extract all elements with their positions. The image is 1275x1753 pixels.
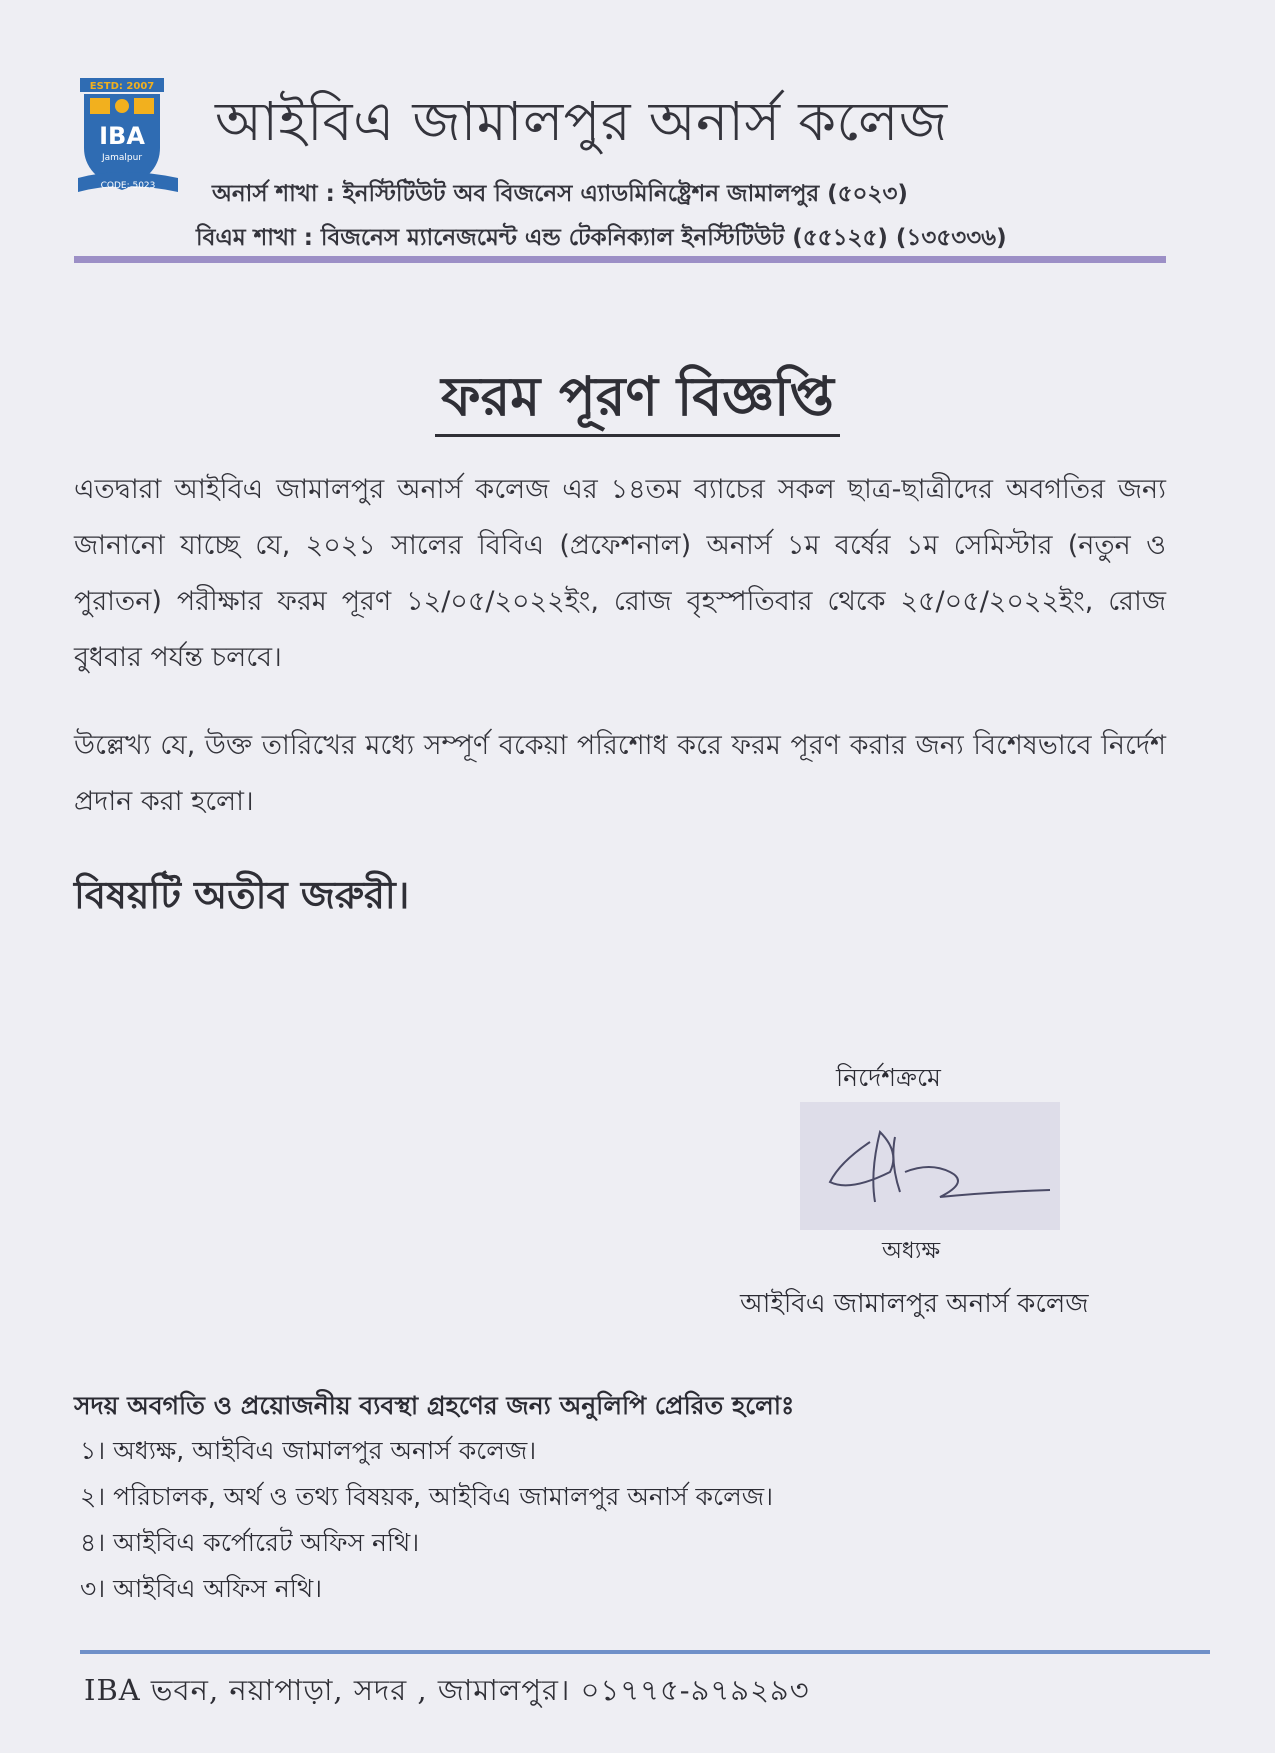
- book-icon: [90, 98, 110, 114]
- list-item: ১। অধ্যক্ষ, আইবিএ জামালপুর অনার্স কলেজ।: [80, 1436, 537, 1465]
- logo-city: Jamalpur: [101, 153, 143, 163]
- college-logo: [78, 78, 182, 208]
- branch-bm-line: বিএম শাখা : বিজনেস ম্যানেজমেন্ট এন্ড টেকনিক্যাল ইনস্টিটিউট (৫৫১২৫) (১৩৫৩৩৬): [196, 225, 1007, 251]
- principal-signature: [800, 1102, 1060, 1230]
- logo-estd-text: ESTD: 2007: [89, 81, 155, 92]
- urgent-note: বিষয়টি অতীব জরুরী।: [74, 873, 410, 917]
- footer-address: IBA ভবন, নয়াপাড়া, সদর , জামালপুর। ০১৭৭৫-৯৭৯২৯৩: [84, 1673, 810, 1707]
- college-name-heading: আইবিএ জামালপুর অনার্স কলেজ: [215, 90, 948, 153]
- principal-designation: অধ্যক্ষ: [882, 1238, 941, 1264]
- list-item: ৩। আইবিএ অফিস নথি।: [80, 1574, 323, 1603]
- notice-title: [0, 355, 1275, 445]
- list-item: ২। পরিচালক, অর্থ ও তথ্য বিষয়ক, আইবিএ জামালপুর অনার্স কলেজ।: [80, 1482, 774, 1511]
- footer-divider: [80, 1650, 1210, 1654]
- copy-distribution-list: [80, 1428, 773, 1612]
- by-order-label: নির্দেশক্রমে: [836, 1063, 941, 1092]
- tree-icon: [134, 98, 154, 114]
- header-divider: [74, 256, 1166, 263]
- notice-title-text: ফরম পূরণ বিজ্ঞপ্তি: [435, 365, 840, 437]
- sun-icon: [115, 99, 129, 113]
- logo-code: CODE: 5023: [100, 181, 156, 191]
- list-item: ৪। আইবিএ কর্পোরেট অফিস নথি।: [80, 1528, 420, 1557]
- notice-paragraph-1: এতদ্বারা আইবিএ জামালপুর অনার্স কলেজ এর ১৪তম ব্যাচের সকল ছাত্র-ছাত্রীদের অবগতির জন্য জানানো যাচ্ছে যে, ২০২১ সালের বিবিএ (প্রফেশনাল) অনার্স ১ম বর্ষের ১ম সেমিস্টার (নতুন ও পুরাতন) পরীক্ষার ফরম পূরণ ১২/০৫/২০২২ইং, রোজ বৃহস্পতিবার থেকে ২৫/০৫/২০২২ইং, রোজ বুধবার পর্যন্ত চলবে।: [74, 474, 1166, 673]
- logo-initials: IBA: [99, 122, 145, 150]
- copy-distribution-heading: সদয় অবগতি ও প্রয়োজনীয় ব্যবস্থা গ্রহণের জন্য অনুলিপি প্রেরিত হলোঃ: [74, 1391, 795, 1420]
- notice-paragraph-2: উল্লেখ্য যে, উক্ত তারিখের মধ্যে সম্পূর্ণ বকেয়া পরিশোধ করে ফরম পূরণ করার জন্য বিশেষভাবে নির্দেশ প্রদান করা হলো।: [74, 730, 1166, 817]
- principal-organization: আইবিএ জামালপুর অনার্স কলেজ: [740, 1289, 1089, 1319]
- branch-honours-line: অনার্স শাখা : ইনস্টিটিউট অব বিজনেস এ্যাডমিনিষ্ট্রেশন জামালপুর (৫০২৩): [212, 181, 908, 207]
